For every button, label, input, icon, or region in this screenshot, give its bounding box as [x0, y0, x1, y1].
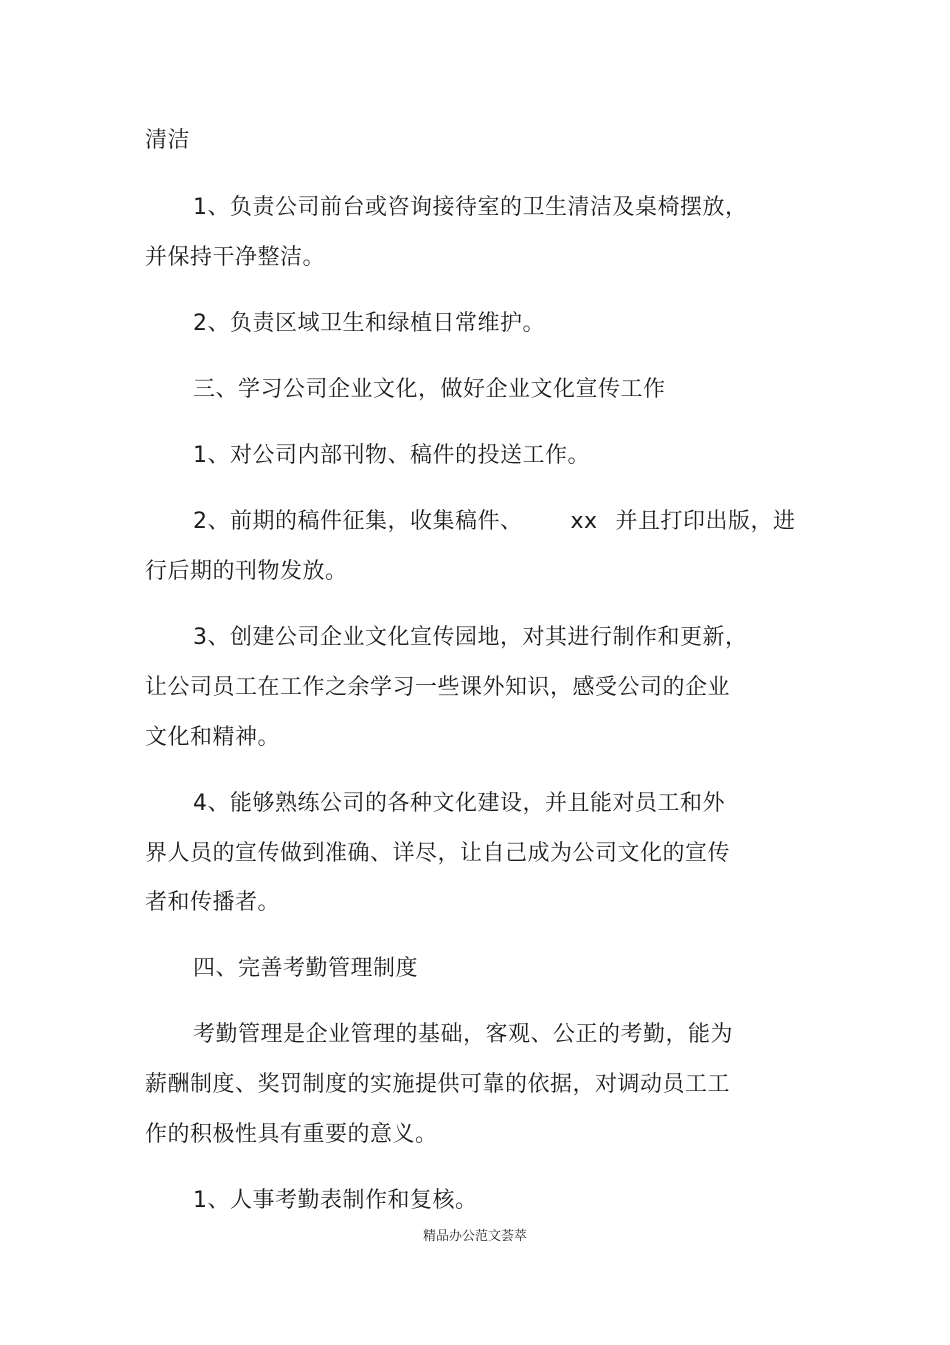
- paragraph-line: [193, 507, 796, 537]
- paragraph-line: 1、人事考勤表制作和复核。: [193, 1188, 478, 1213]
- section-heading-cleaning: 清洁: [145, 128, 191, 153]
- paragraph-line: 4、能够熟练公司的各种文化建设，并且能对员工和外: [193, 791, 725, 816]
- page-footer: 精品办公范文荟萃: [422, 1229, 527, 1244]
- placeholder-text: xx: [570, 509, 598, 534]
- paragraph-line: 1、对公司内部刊物、稿件的投送工作。: [193, 443, 590, 468]
- paragraph-text: 并且打印出版，进: [615, 509, 796, 534]
- section-heading-culture: 三、学习公司企业文化，做好企业文化宣传工作: [193, 377, 666, 402]
- paragraph-line: 界人员的宣传做到准确、详尽，让自己成为公司文化的宣传: [145, 841, 731, 866]
- paragraph-line: 薪酬制度、奖罚制度的实施提供可靠的依据，对调动员工工: [145, 1072, 731, 1097]
- paragraph-line: 2、负责区域卫生和绿植日常维护。: [193, 311, 545, 336]
- paragraph-line: 1、负责公司前台或咨询接待室的卫生清洁及桌椅摆放，: [193, 195, 748, 220]
- section-heading-attendance: 四、完善考勤管理制度: [193, 956, 419, 981]
- paragraph-line: 者和传播者。: [145, 890, 281, 915]
- paragraph-line: 让公司员工在工作之余学习一些课外知识，感受公司的企业: [145, 675, 731, 700]
- paragraph-line: 行后期的刊物发放。: [145, 559, 348, 584]
- paragraph-line: 并保持干净整洁。: [145, 245, 326, 270]
- paragraph-text: 2、前期的稿件征集，收集稿件、: [193, 509, 523, 534]
- paragraph-line: 文化和精神。: [145, 725, 281, 750]
- paragraph-line: 3、创建公司企业文化宣传园地，对其进行制作和更新，: [193, 625, 748, 650]
- paragraph-line: 作的积极性具有重要的意义。: [145, 1122, 438, 1147]
- paragraph-line: 考勤管理是企业管理的基础，客观、公正的考勤，能为: [193, 1022, 734, 1047]
